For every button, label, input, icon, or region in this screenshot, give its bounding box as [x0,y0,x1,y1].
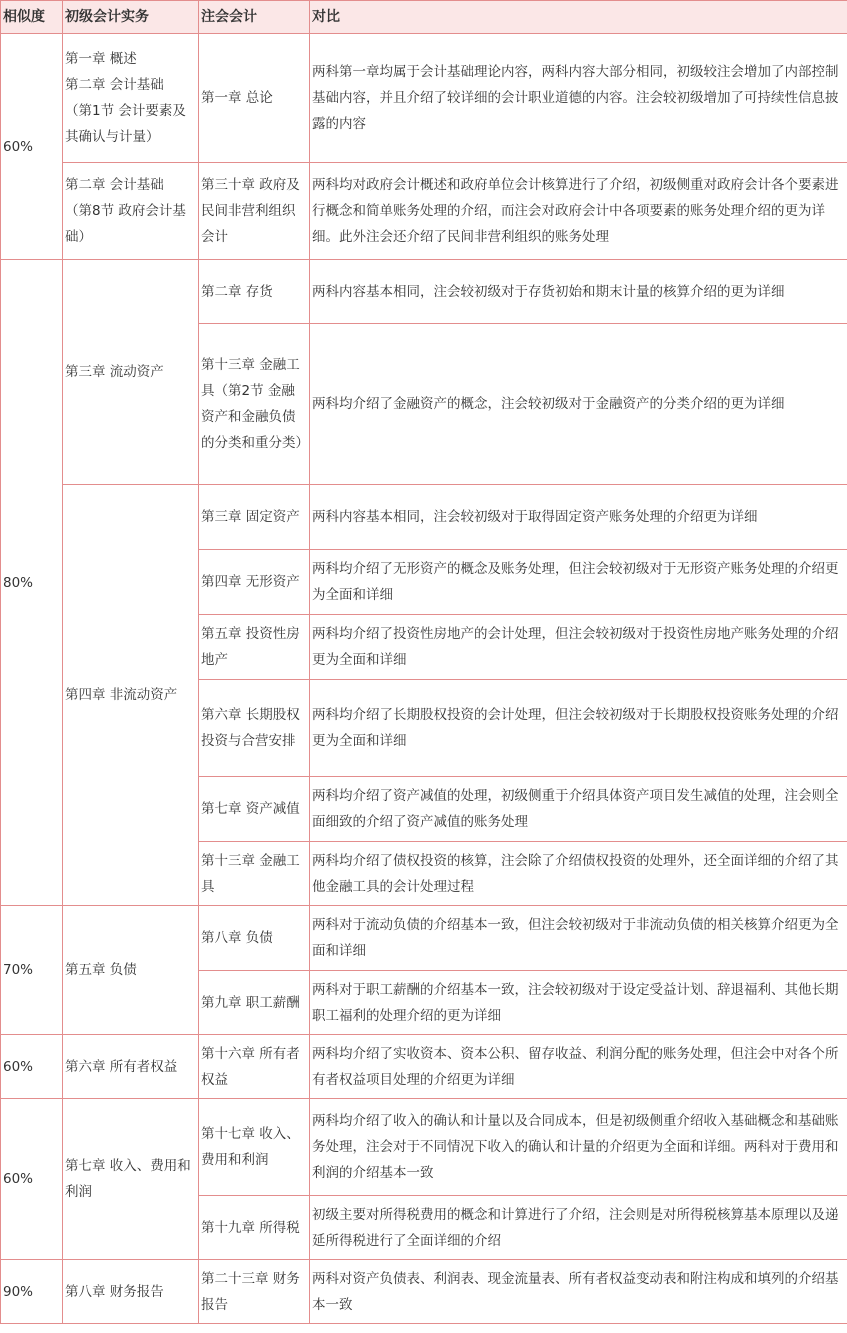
junior-chapter-cell: 第七章 收入、费用和利润 [63,1099,199,1260]
cpa-chapter-cell: 第十三章 金融工具 [199,842,310,906]
comparison-cell: 两科对于流动负债的介绍基本一致，但注会较初级对于非流动负债的相关核算介绍更为全面和详细 [310,906,847,971]
header-cpa-accounting: 注会会计 [199,1,310,34]
table-row [1,1035,847,1099]
table-row [1,1099,847,1196]
comparison-cell: 两科均介绍了资产减值的处理，初级侧重于介绍具体资产项目发生减值的处理，注会则全面细致的介绍了资产减值的账务处理 [310,777,847,842]
comparison-cell: 两科对于职工薪酬的介绍基本一致，注会较初级对于设定受益计划、辞退福利、其他长期职工福利的处理介绍的更为详细 [310,971,847,1035]
comparison-cell: 两科均介绍了收入的确认和计量以及合同成本，但是初级侧重介绍收入基础概念和基础账务处理，注会对于不同情况下收入的确认和计量的介绍更为全面和详细。两科对于费用和利润的介绍基本一致 [310,1099,847,1196]
cpa-chapter-cell: 第三十章 政府及民间非营利组织会计 [199,163,310,260]
comparison-cell: 两科均介绍了长期股权投资的会计处理，但注会较初级对于长期股权投资账务处理的介绍更为全面和详细 [310,680,847,777]
junior-chapter-cell: 第四章 非流动资产 [63,485,199,906]
similarity-cell: 90% [1,1260,63,1324]
header-row [1,1,847,34]
cpa-chapter-cell: 第一章 总论 [199,34,310,163]
cpa-chapter-cell: 第十七章 收入、费用和利润 [199,1099,310,1196]
comparison-cell: 两科均介绍了债权投资的核算，注会除了介绍债权投资的处理外，还全面详细的介绍了其他金融工具的会计处理过程 [310,842,847,906]
cpa-chapter-cell: 第九章 职工薪酬 [199,971,310,1035]
cpa-chapter-cell: 第五章 投资性房地产 [199,615,310,680]
cpa-chapter-cell: 第八章 负债 [199,906,310,971]
header-similarity: 相似度 [1,1,63,34]
table-row [1,260,847,324]
junior-chapter-cell: 第八章 财务报告 [63,1260,199,1324]
comparison-cell: 初级主要对所得税费用的概念和计算进行了介绍，注会则是对所得税核算基本原理以及递延所得税进行了全面详细的介绍 [310,1196,847,1260]
comparison-cell: 两科均介绍了实收资本、资本公积、留存收益、利润分配的账务处理，但注会中对各个所有者权益项目处理的介绍更为详细 [310,1035,847,1099]
cpa-chapter-cell: 第十九章 所得税 [199,1196,310,1260]
table-row [1,485,847,550]
table-row [1,163,847,260]
header-comparison: 对比 [310,1,847,34]
junior-chapter-cell: 第二章 会计基础 （第8节 政府会计基础） [63,163,199,260]
similarity-cell: 60% [1,1099,63,1260]
junior-chapter-cell: 第一章 概述 第二章 会计基础 （第1节 会计要素及其确认与计量） [63,34,199,163]
comparison-cell: 两科均对政府会计概述和政府单位会计核算进行了介绍，初级侧重对政府会计各个要素进行概念和简单账务处理的介绍，而注会对政府会计中各项要素的账务处理介绍的更为详细。此外注会还介绍了民间非营利组织的账务处理 [310,163,847,260]
junior-chapter-cell: 第六章 所有者权益 [63,1035,199,1099]
cpa-chapter-cell: 第十三章 金融工具（第2节 金融资产和金融负债的分类和重分类） [199,324,310,485]
comparison-cell: 两科第一章均属于会计基础理论内容，两科内容大部分相同，初级较注会增加了内部控制基础内容，并且介绍了较详细的会计职业道德的内容。注会较初级增加了可持续性信息披露的内容 [310,34,847,163]
comparison-cell: 两科对资产负债表、利润表、现金流量表、所有者权益变动表和附注构成和填列的介绍基本一致 [310,1260,847,1324]
similarity-cell: 60% [1,1035,63,1099]
cpa-chapter-cell: 第三章 固定资产 [199,485,310,550]
cpa-chapter-cell: 第六章 长期股权投资与合营安排 [199,680,310,777]
cpa-chapter-cell: 第二章 存货 [199,260,310,324]
similarity-cell: 60% [1,34,63,260]
comparison-cell: 两科均介绍了投资性房地产的会计处理，但注会较初级对于投资性房地产账务处理的介绍更为全面和详细 [310,615,847,680]
cpa-chapter-cell: 第七章 资产减值 [199,777,310,842]
comparison-cell: 两科均介绍了无形资产的概念及账务处理，但注会较初级对于无形资产账务处理的介绍更为全面和详细 [310,550,847,615]
comparison-cell: 两科均介绍了金融资产的概念，注会较初级对于金融资产的分类介绍的更为详细 [310,324,847,485]
junior-chapter-cell: 第三章 流动资产 [63,260,199,485]
table-row [1,1260,847,1324]
table-row [1,906,847,971]
cpa-chapter-cell: 第四章 无形资产 [199,550,310,615]
header-junior-accounting: 初级会计实务 [63,1,199,34]
cpa-chapter-cell: 第十六章 所有者权益 [199,1035,310,1099]
comparison-cell: 两科内容基本相同，注会较初级对于存货初始和期末计量的核算介绍的更为详细 [310,260,847,324]
table-row [1,34,847,163]
similarity-cell: 70% [1,906,63,1035]
similarity-cell: 80% [1,260,63,906]
cpa-chapter-cell: 第二十三章 财务报告 [199,1260,310,1324]
comparison-cell: 两科内容基本相同，注会较初级对于取得固定资产账务处理的介绍更为详细 [310,485,847,550]
junior-chapter-cell: 第五章 负债 [63,906,199,1035]
